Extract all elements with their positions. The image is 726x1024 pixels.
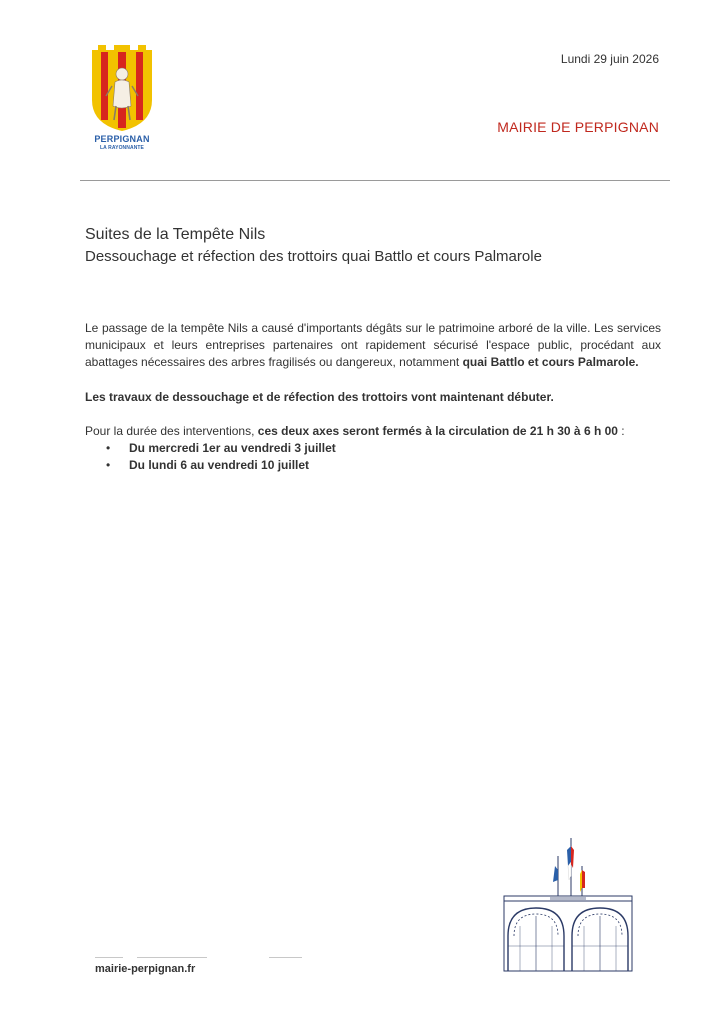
- intro-location: quai Battlo et cours Palmarole.: [462, 355, 639, 370]
- works-announcement: Les travaux de dessouchage et de réfection des trottoirs vont maintenant débuter.: [85, 389, 554, 404]
- header-divider: [80, 180, 670, 181]
- closure-colon: :: [617, 423, 625, 438]
- institution-name: MAIRIE DE PERPIGNAN: [497, 119, 659, 135]
- footer-website: mairie-perpignan.fr: [95, 963, 196, 975]
- logo-tagline: LA RAYONNANTE: [100, 145, 144, 151]
- footer-divider: [95, 957, 123, 958]
- town-hall-icon: [500, 836, 636, 972]
- closure-hours: ces deux axes seront fermés à la circulation de 21 h 30 à 6 h 00: [257, 423, 618, 438]
- closure-lead: Pour la durée des interventions,: [85, 423, 258, 438]
- intro-paragraph: [85, 320, 661, 372]
- list-item: • Du mercredi 1er au vendredi 3 juillet: [85, 440, 661, 457]
- footer-divider: [269, 957, 302, 958]
- press-release-body: [85, 320, 661, 474]
- intro-text: Le passage de la tempête Nils a causé d'importants dégâts sur le patrimoine arboré de la ville. Les services municipaux et leurs entreprises partenaires ont rapidement sécurisé l'espace public, procédant aux abattages nécessaires des arbres fragilisés ou dangereux, notamment: [85, 321, 661, 370]
- footer-divider: [137, 957, 207, 958]
- city-crest-icon: [88, 44, 156, 132]
- city-logo: [88, 44, 156, 152]
- list-item: • Du lundi 6 au vendredi 10 juillet: [85, 457, 661, 474]
- page-title: Suites de la Tempête Nils: [85, 226, 266, 243]
- closure-dates-list: [85, 440, 661, 474]
- logo-city-name: PERPIGNAN: [94, 134, 150, 144]
- closure-paragraph: [85, 423, 661, 440]
- page-subtitle: Dessouchage et réfection des trottoirs quai Battlo et cours Palmarole: [85, 248, 542, 265]
- document-date: Lundi 29 juin 2026: [560, 52, 659, 66]
